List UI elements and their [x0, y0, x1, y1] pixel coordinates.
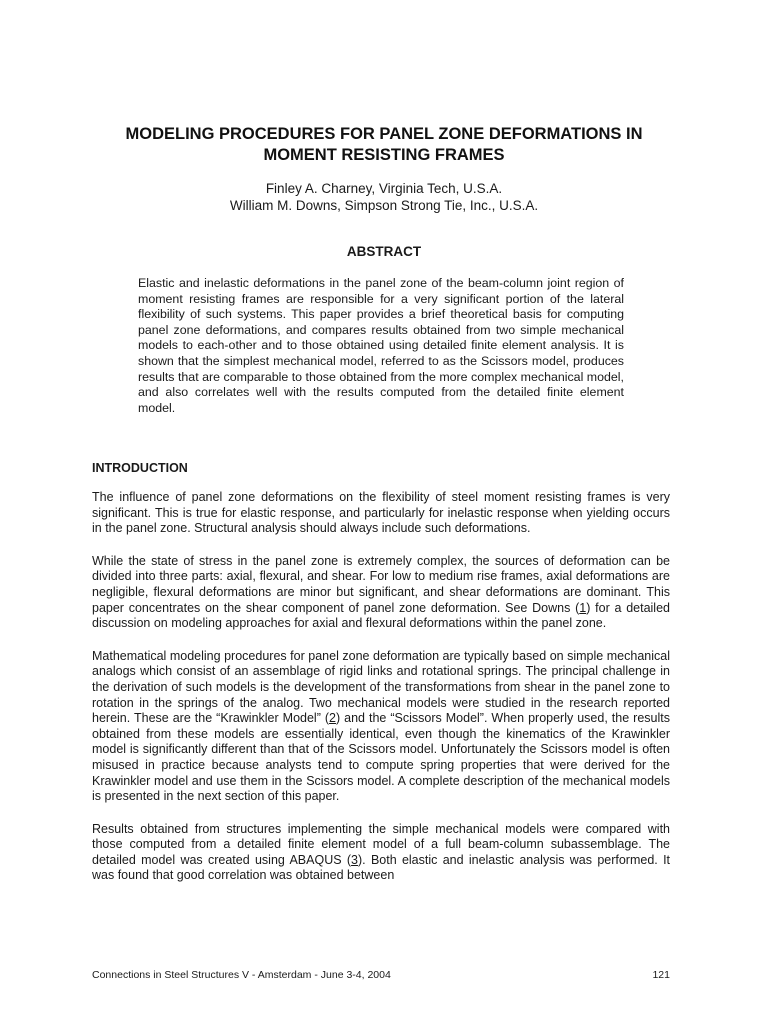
- paragraph-3-text-a: Mathematical modeling procedures for panel zone deformation are typically based on simple mechanical analogs which consist of an assemblage of rigid links and rotational springs. The principal challenge in the derivation of such models is the development of the transformations from shear in the panel zone to rotation in the springs of the analog. Two mechanical models were studied in the research reported herein. These are the “Krawinkler Model” (: [92, 648, 670, 726]
- author-1: Finley A. Charney, Virginia Tech, U.S.A.: [265, 181, 503, 196]
- paragraph-2: [92, 554, 670, 632]
- reference-link-1[interactable]: 1: [579, 600, 587, 615]
- introduction-body: [92, 490, 670, 901]
- author-list: [60, 180, 708, 214]
- paragraph-2-text-b: ) for a detailed discussion on modeling approaches for axial and flexural deformations within the panel zone.: [92, 600, 670, 631]
- paragraph-4-text-b: ). Both elastic and inelastic analysis was performed. It was found that good correlation was obtained between: [92, 852, 671, 883]
- reference-link-3[interactable]: 3: [351, 852, 358, 867]
- introduction-heading: INTRODUCTION: [92, 461, 188, 475]
- paragraph-2-text-a: While the state of stress in the panel zone is extremely complex, the sources of deformation can be divided into three parts: axial, flexural, and shear. For low to medium rise frames, axial deformations are negligible, flexural deformations are minor but significant, and shear deformations are dominant. This paper concentrates on the shear component of panel zone deformation. See Downs (: [92, 553, 670, 615]
- footer-conference: Connections in Steel Structures V - Amsterdam - June 3-4, 2004: [92, 969, 391, 981]
- title-line-1: MODELING PROCEDURES FOR PANEL ZONE DEFORMATIONS IN: [125, 125, 643, 143]
- title-line-2: MOMENT RESISTING FRAMES: [263, 146, 505, 164]
- author-2: William M. Downs, Simpson Strong Tie, Inc., U.S.A.: [229, 198, 539, 213]
- abstract-text: Elastic and inelastic deformations in the panel zone of the beam-column joint region of moment resisting frames are responsible for a very significant portion of the lateral flexibility of such systems. This paper provides a brief theoretical basis for computing panel zone deformations, and compares results obtained from two simple mechanical models to each-other and to those obtained using detailed finite element analysis. It is shown that the simplest mechanical model, referred to as the Scissors model, produces results that are comparable to those obtained from the more complex mechanical model, and also correlates well with the results computed from the detailed finite element model.: [138, 276, 624, 415]
- paragraph-3: [92, 649, 670, 805]
- paper-title: [60, 124, 708, 166]
- paragraph-4: [92, 822, 670, 884]
- paragraph-1: The influence of panel zone deformations on the flexibility of steel moment resisting frames is very significant. This is true for elastic response, and particularly for inelastic response when yielding occurs in the panel zone. Structural analysis should always include such deformations.: [92, 490, 670, 536]
- paragraph-4-text-a: Results obtained from structures implementing the simple mechanical models were compared with those computed from a detailed finite element model of a full beam-column subassemblage. The detailed model was created using ABAQUS (: [92, 821, 670, 867]
- abstract-heading: ABSTRACT: [346, 244, 422, 259]
- page-number: 121: [652, 969, 670, 981]
- paragraph-3-text-b: ) and the “Scissors Model”. When properly used, the results obtained from these models are essentially identical, even though the kinematics of the Krawinkler model is significantly different than that of the Scissors model. Unfortunately the Scissors model is often misused in practice because analysts tend to compute spring properties that were derived for the Krawinkler model and use them in the Scissors model. A complete description of the mechanical models is presented in the next section of this paper.: [92, 711, 670, 804]
- reference-link-2[interactable]: 2: [329, 711, 336, 726]
